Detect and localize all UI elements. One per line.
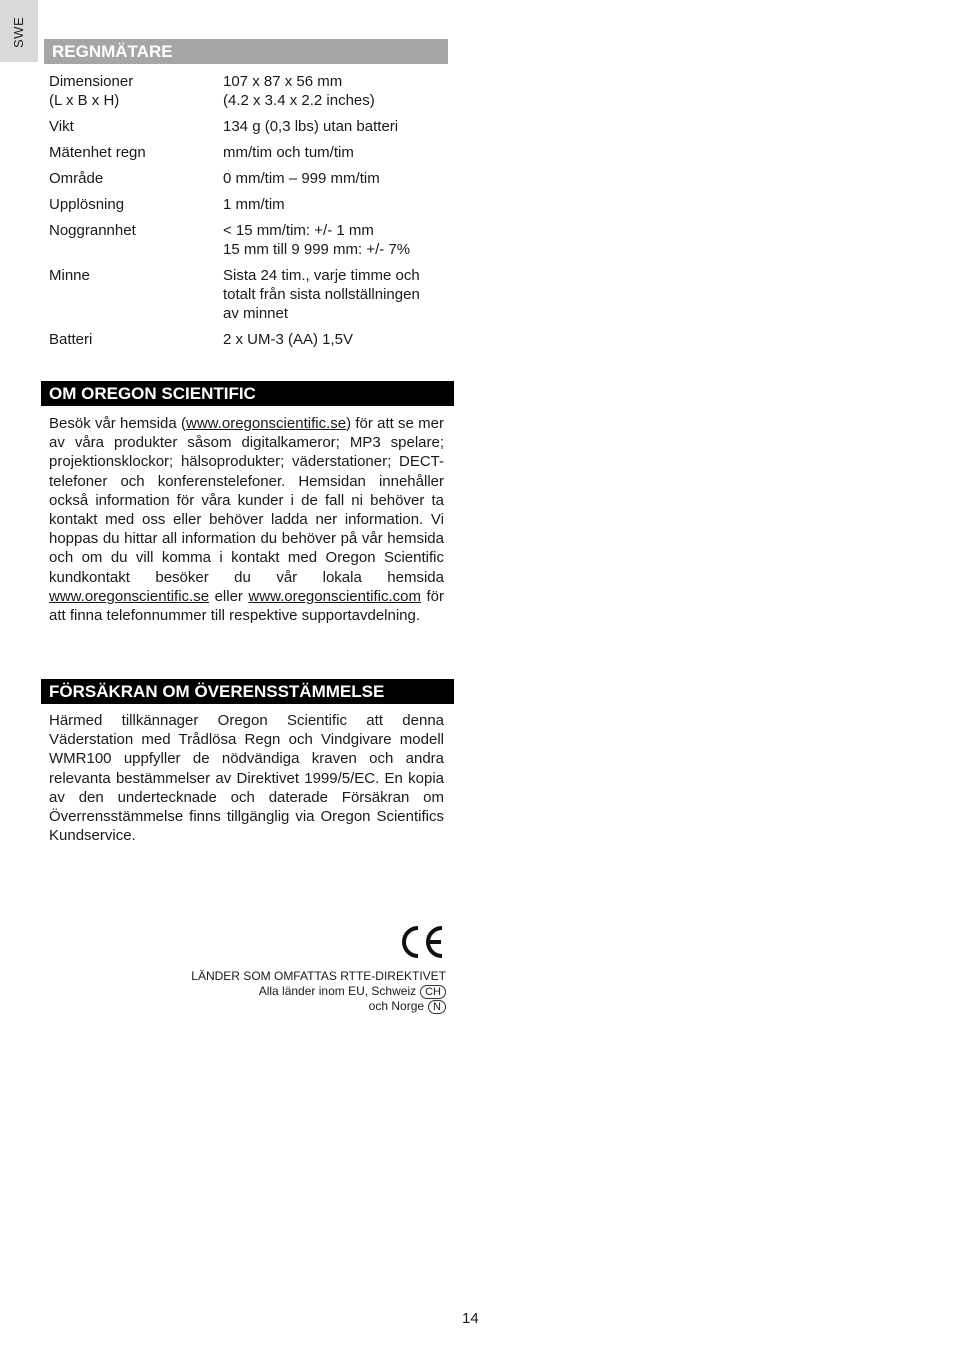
spec-row [49, 169, 449, 188]
ce-mark-icon [398, 924, 446, 960]
spec-label: Noggrannhet [49, 222, 136, 239]
about-paragraph [49, 414, 444, 625]
spec-row [49, 266, 449, 323]
about-text-3: eller [209, 587, 249, 605]
spec-row [49, 143, 449, 162]
spec-label: Upplösning [49, 196, 125, 213]
spec-value: 1 mm/tim [223, 196, 285, 213]
spec-value: 134 g (0,3 lbs) utan batteri [223, 118, 399, 135]
section-title-rain-gauge: REGNMÄTARE [44, 39, 448, 64]
section-title-about: OM OREGON SCIENTIFIC [41, 381, 454, 406]
language-tab [0, 0, 38, 62]
n-badge: N [428, 1000, 446, 1014]
about-text-4: för att finna telefonnummer till respektive supportavdelning. [49, 587, 444, 625]
page-number: 14 [462, 1310, 479, 1327]
website-link-se-local[interactable]: www.oregonscientific.se [49, 587, 210, 605]
spec-list [49, 72, 449, 349]
rtte-norway-line [191, 999, 446, 1014]
spec-value: mm/tim och tum/tim [223, 144, 354, 161]
website-link-com[interactable]: www.oregonscientific.com [248, 587, 421, 605]
spec-row [49, 117, 449, 136]
website-link-se[interactable]: www.oregonscientific.se [186, 415, 347, 432]
rtte-heading: LÄNDER SOM OMFATTAS RTTE-DIREKTIVET [191, 969, 446, 983]
spec-row [49, 195, 449, 214]
spec-row [49, 72, 449, 110]
spec-value: Sista 24 tim., varje timme och totalt från sista nollställningen av minnet [223, 267, 420, 322]
spec-label: Område [49, 170, 104, 187]
spec-value: 107 x 87 x 56 mm (4.2 x 3.4 x 2.2 inches) [223, 73, 375, 109]
declaration-paragraph: Härmed tillkännager Oregon Scientific att denna Väderstation med Trådlösa Regn och Vindgivare modell WMR100 uppfyller de nödvändiga kraven och andra relevanta bestämmelser av Direktivet 1999/5/EC. En kopia av den undertecknade och daterade Försäkran om Överrensstämmelse finns tillgänglig via Oregon Scientifics Kundservice. [49, 712, 444, 845]
spec-row [49, 221, 449, 259]
ch-badge: CH [420, 985, 446, 999]
rtte-countries [191, 969, 446, 1014]
spec-label: Mätenhet regn [49, 144, 146, 161]
rtte-eu-line [191, 984, 446, 999]
language-tab-label: SWE [11, 16, 26, 48]
spec-label: Vikt [49, 118, 74, 135]
spec-label: Minne [49, 267, 90, 284]
spec-row [49, 330, 449, 349]
rtte-norway-text: och Norge [368, 999, 425, 1013]
section-title-declaration: FÖRSÄKRAN OM ÖVERENSSTÄMMELSE [41, 679, 454, 704]
rtte-eu-text: Alla länder inom EU, Schweiz [258, 984, 417, 998]
spec-label: Dimensioner (L x B x H) [49, 73, 134, 109]
about-text-2: ) för att se mer av våra produkter såsom digitalkameror; MP3 spelare; projektionsklockor; hälsoprodukter; väderstationer; DECT-telefoner och konferenstelefoner. Hemsidan innehåller också information för våra kunder i de fall ni behöver ta kontakt med oss eller behöver ladda ner information. Vi hoppas du hittar all information du behöver på vår hemsida och om du vill komma i kontakt med Oregon Scientific kundkontakt besöker du vår lokala hemsida [49, 415, 444, 586]
spec-value: 2 x UM-3 (AA) 1,5V [223, 331, 354, 348]
spec-label: Batteri [49, 331, 93, 348]
spec-value: < 15 mm/tim: +/- 1 mm 15 mm till 9 999 mm: +/- 7% [223, 222, 411, 258]
about-text-1: Besök vår hemsida ( [49, 415, 187, 432]
spec-value: 0 mm/tim – 999 mm/tim [223, 170, 380, 187]
